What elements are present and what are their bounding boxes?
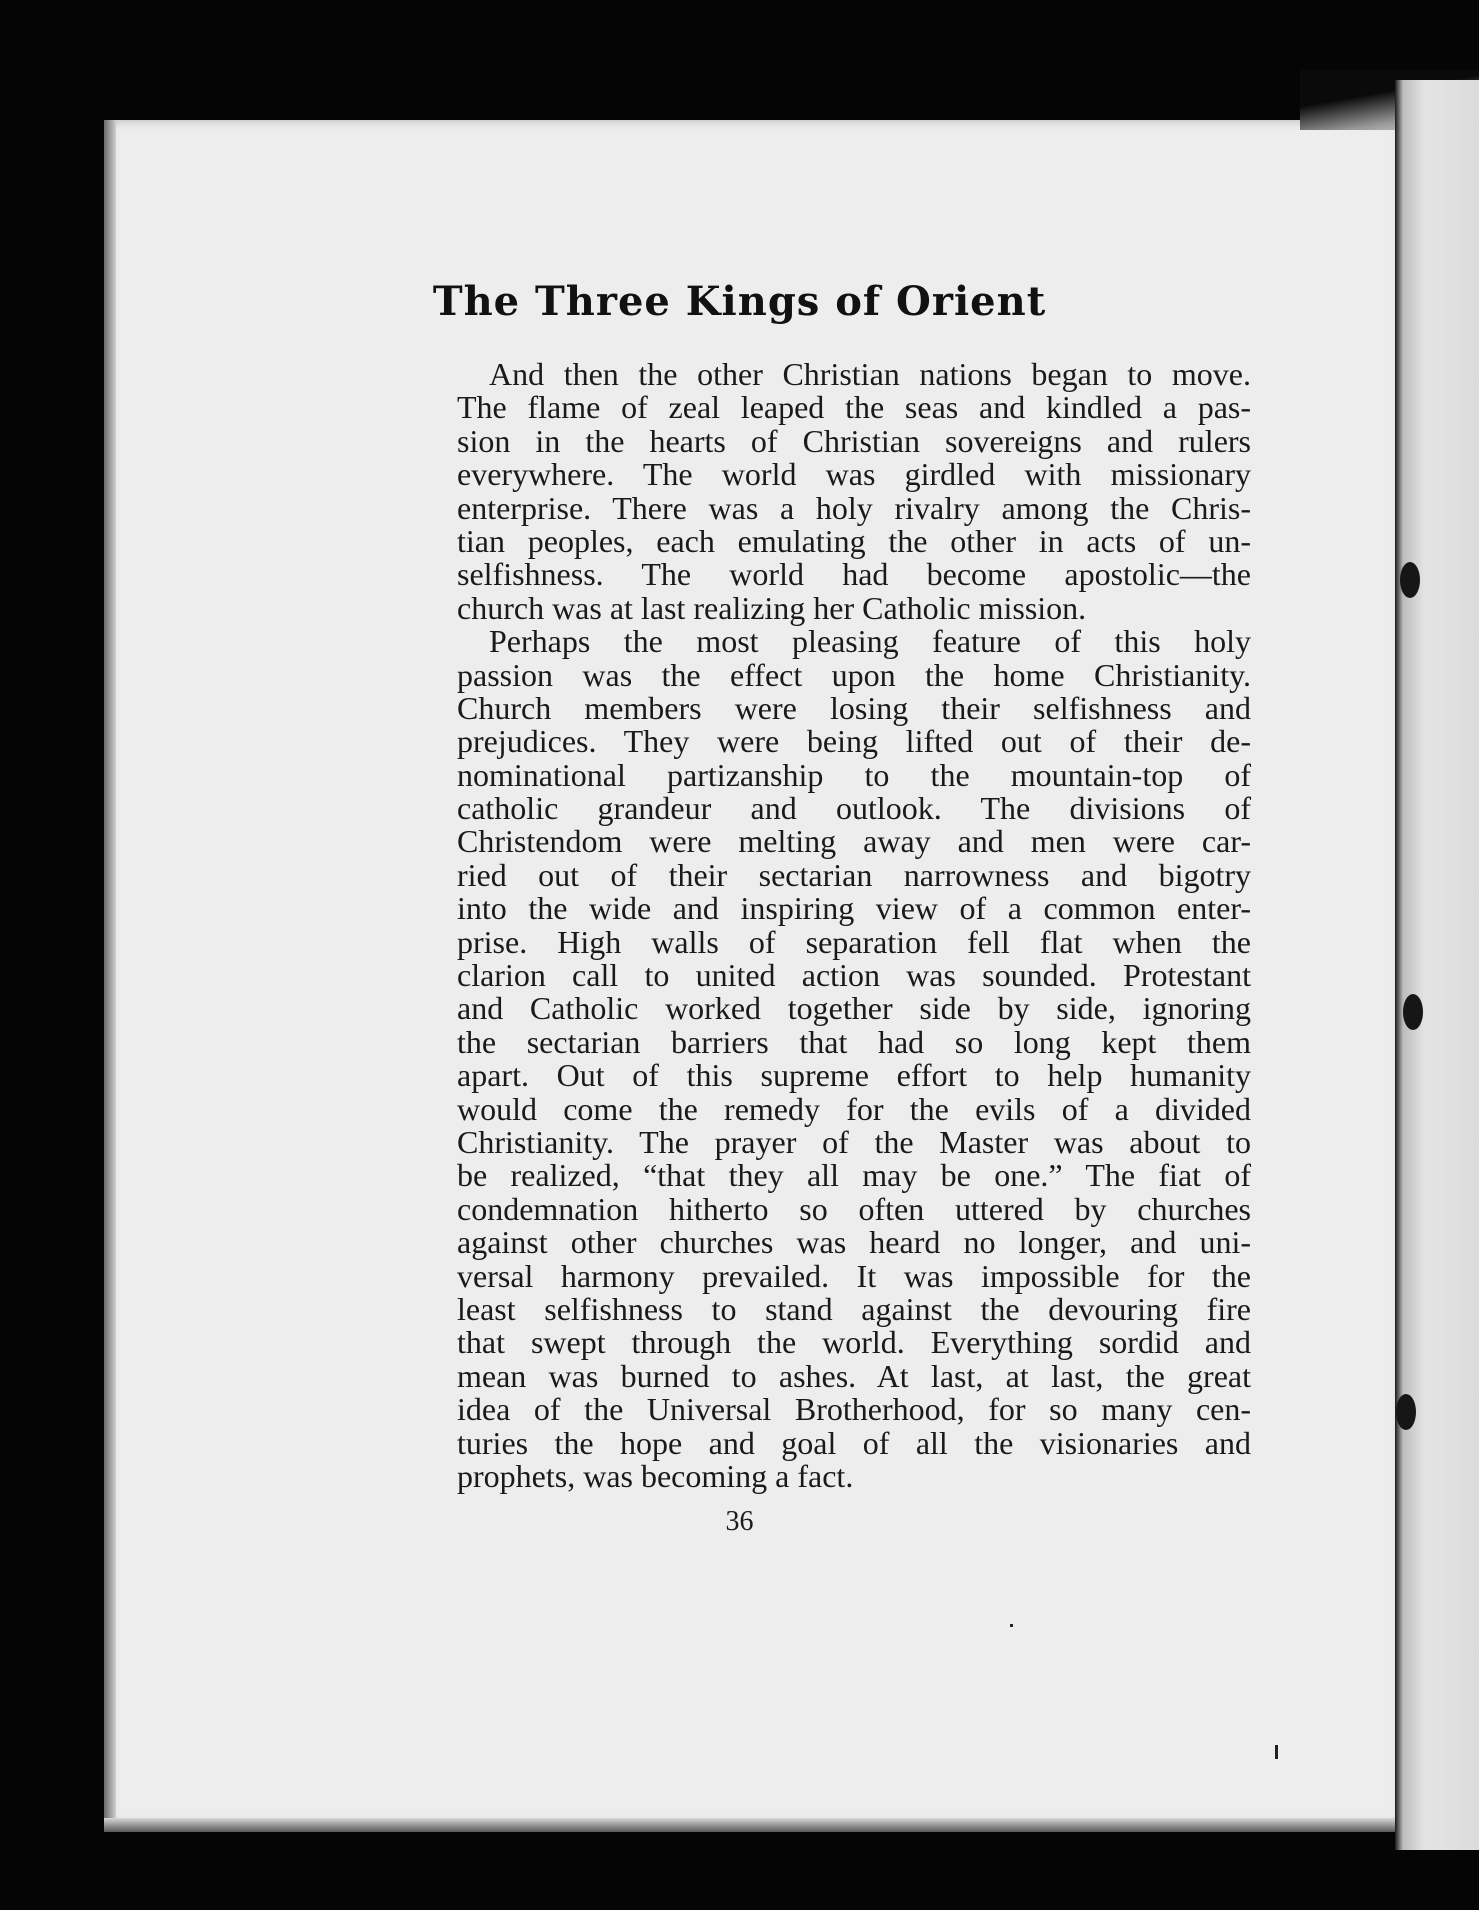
text-line: the sectarian barriers that had so long kept them	[457, 1023, 1251, 1060]
text-line: selfishness. The world had become apostolic—the	[457, 556, 1251, 593]
text-line: idea of the Universal Brotherhood, for so many cen-	[457, 1391, 1251, 1428]
binding-hole	[1396, 1394, 1416, 1430]
text-line: prise. High walls of separation fell flat when the	[457, 923, 1251, 960]
text-line: least selfishness to stand against the devouring fire	[457, 1290, 1251, 1327]
text-line: against other churches was heard no longer, and uni-	[457, 1224, 1251, 1261]
page-title: The Three Kings of Orient	[432, 278, 1047, 325]
text-line: condemnation hitherto so often uttered by churches	[457, 1190, 1251, 1227]
ink-speck	[1275, 1745, 1278, 1759]
text-line: into the wide and inspiring view of a common enter-	[457, 890, 1251, 927]
text-line: versal harmony prevailed. It was impossible for the	[457, 1257, 1251, 1294]
text-line: prejudices. They were being lifted out of their de-	[457, 723, 1251, 760]
text-line: everywhere. The world was girdled with missionary	[457, 456, 1251, 493]
text-line: And then the other Christian nations began to move.	[489, 356, 1251, 392]
text-line: passion was the effect upon the home Christianity.	[457, 656, 1251, 693]
text-line: tian peoples, each emulating the other in acts of un-	[457, 522, 1251, 559]
text-line: Christianity. The prayer of the Master was about to	[457, 1123, 1251, 1160]
page-bottom-edge	[104, 1818, 1400, 1832]
text-line: mean was burned to ashes. At last, at last, the great	[457, 1357, 1251, 1394]
binding-hole	[1400, 562, 1420, 598]
text-line: enterprise. There was a holy rivalry among the Chris-	[457, 489, 1251, 526]
page-binding-edge	[104, 120, 116, 1832]
text-line: would come the remedy for the evils of a divided	[457, 1090, 1251, 1127]
text-line: church was at last realizing her Catholic mission.	[457, 589, 1087, 626]
text-line: sion in the hearts of Christian sovereigns and rulers	[457, 422, 1251, 459]
text-line: be realized, “that they all may be one.” The fiat of	[457, 1157, 1251, 1194]
body-text	[457, 358, 1251, 1493]
text-line: ried out of their sectarian narrowness and bigotry	[457, 856, 1251, 893]
ink-speck	[1010, 1624, 1013, 1627]
text-line: catholic grandeur and outlook. The divisions of	[457, 790, 1251, 827]
text-line: that swept through the world. Everything sordid and	[457, 1324, 1251, 1361]
text-line: prophets, was becoming a fact.	[457, 1457, 854, 1494]
text-line: Christendom were melting away and men were car-	[457, 823, 1251, 860]
page-number: 36	[725, 1506, 754, 1537]
text-line: The flame of zeal leaped the seas and kindled a pas-	[457, 389, 1251, 426]
text-line: turies the hope and goal of all the visionaries and	[457, 1424, 1251, 1461]
text-line: and Catholic worked together side by side, ignoring	[457, 990, 1251, 1027]
text-line: Perhaps the most pleasing feature of this holy	[489, 623, 1251, 660]
text-line: clarion call to united action was sounded. Protestant	[457, 957, 1251, 994]
facing-page-edge	[1395, 80, 1479, 1850]
text-line: nominational partizanship to the mountain-top of	[457, 756, 1251, 793]
text-line: Church members were losing their selfishness and	[457, 689, 1251, 726]
paragraph	[457, 358, 1251, 625]
text-line: apart. Out of this supreme effort to help humanity	[457, 1057, 1251, 1094]
binding-hole	[1403, 994, 1423, 1030]
paragraph	[457, 625, 1251, 1493]
